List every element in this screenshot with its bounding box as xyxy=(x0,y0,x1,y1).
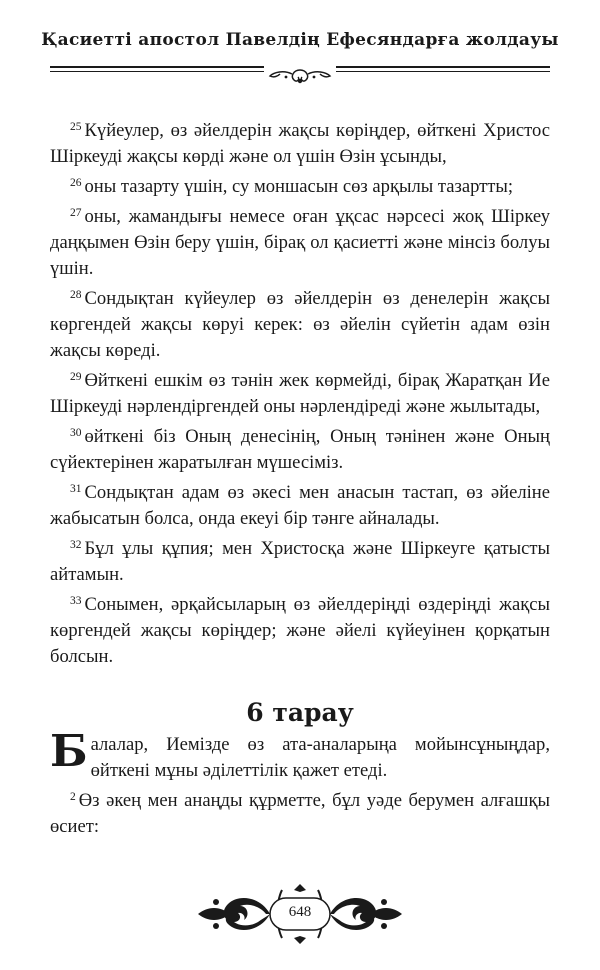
verse-text: Бұл ұлы құпия; мен Христосқа және Шіркеуге қатысты айтамын. xyxy=(50,538,550,585)
chapter-verse-1 xyxy=(50,726,550,784)
chapter-heading: 6 тарау xyxy=(246,698,354,727)
verse-number: 27 xyxy=(70,207,82,219)
verse-25 xyxy=(50,114,550,170)
flourish-ornament-icon xyxy=(264,66,336,88)
verse-32 xyxy=(50,532,550,588)
verse-block xyxy=(50,114,550,670)
verse-number: 25 xyxy=(70,121,82,133)
verse-text: Өйткені ешкім өз тәнін жек көрмейді, бірақ Жаратқан Ие Шіркеуді нәрлендіргендей оны нәрлендіреді және жылытады, xyxy=(50,370,550,417)
verse-number: 32 xyxy=(70,539,82,551)
chapter-verse-2 xyxy=(50,784,550,840)
verse-text: Сондықтан адам өз әкесі мен анасын тастап, өз әйеліне жабысатын болса, онда екеуі бір тәнге айналады. xyxy=(50,482,550,529)
drop-cap: Б xyxy=(50,726,88,777)
verse-26 xyxy=(50,170,550,200)
verse-number: 26 xyxy=(70,177,82,189)
verse-29 xyxy=(50,364,550,420)
verse-text: оны, жамандығы немесе оған ұқсас нәрсесі жоқ Шіркеу даңқымен Өзін беру үшін, бірақ ол қасиетті және мінсіз болуы үшін. xyxy=(50,206,550,279)
running-title: Қасиетті апостол Павелдің Ефесяндарға жолдауы xyxy=(41,30,559,50)
verse-number: 31 xyxy=(70,483,82,495)
verse-number: 2 xyxy=(70,791,76,803)
verse-28 xyxy=(50,282,550,364)
page-number: 648 xyxy=(288,904,312,920)
verse-number: 29 xyxy=(70,371,82,383)
verse-text: оны тазарту үшін, су моншасын сөз арқылы тазартты; xyxy=(84,176,514,197)
verse-number: 30 xyxy=(70,427,82,439)
chapter-verse-block xyxy=(50,726,550,840)
verse-text: өйткені біз Оның денесінің, Оның тәнінен және Оның сүйектерінен жаратылған мүшесіміз. xyxy=(50,426,550,473)
verse-31 xyxy=(50,476,550,532)
verse-text: Сонымен, әрқайсыларың өз әйелдеріңді өздеріңді жақсы көргендей жақсы көріңдер; және әйелі күйеуінен қорқатын болсын. xyxy=(50,594,550,667)
verse-number: 33 xyxy=(70,595,82,607)
verse-text: Өз әкең мен анаңды құрметте, бұл уәде берумен алғашқы өсиет: xyxy=(50,790,550,837)
verse-33 xyxy=(50,588,550,670)
verse-text: Күйеулер, өз әйелдерін жақсы көріңдер, өйткені Христос Шіркеуді жақсы көрді және ол үшін Өзін ұсынды, xyxy=(50,120,550,167)
verse-30 xyxy=(50,420,550,476)
verse-text: алалар, Иемізде өз ата-аналарыңа мойынсұныңдар, өйткені мұны әділеттілік қажет етеді. xyxy=(90,734,550,781)
verse-27 xyxy=(50,200,550,282)
verse-text: Сондықтан күйеулер өз әйелдерін өз денелерін жақсы көргендей жақсы көруі керек: өз әйелін сүйетін адам өзін жақсы көреді. xyxy=(50,288,550,361)
verse-number: 28 xyxy=(70,289,82,301)
